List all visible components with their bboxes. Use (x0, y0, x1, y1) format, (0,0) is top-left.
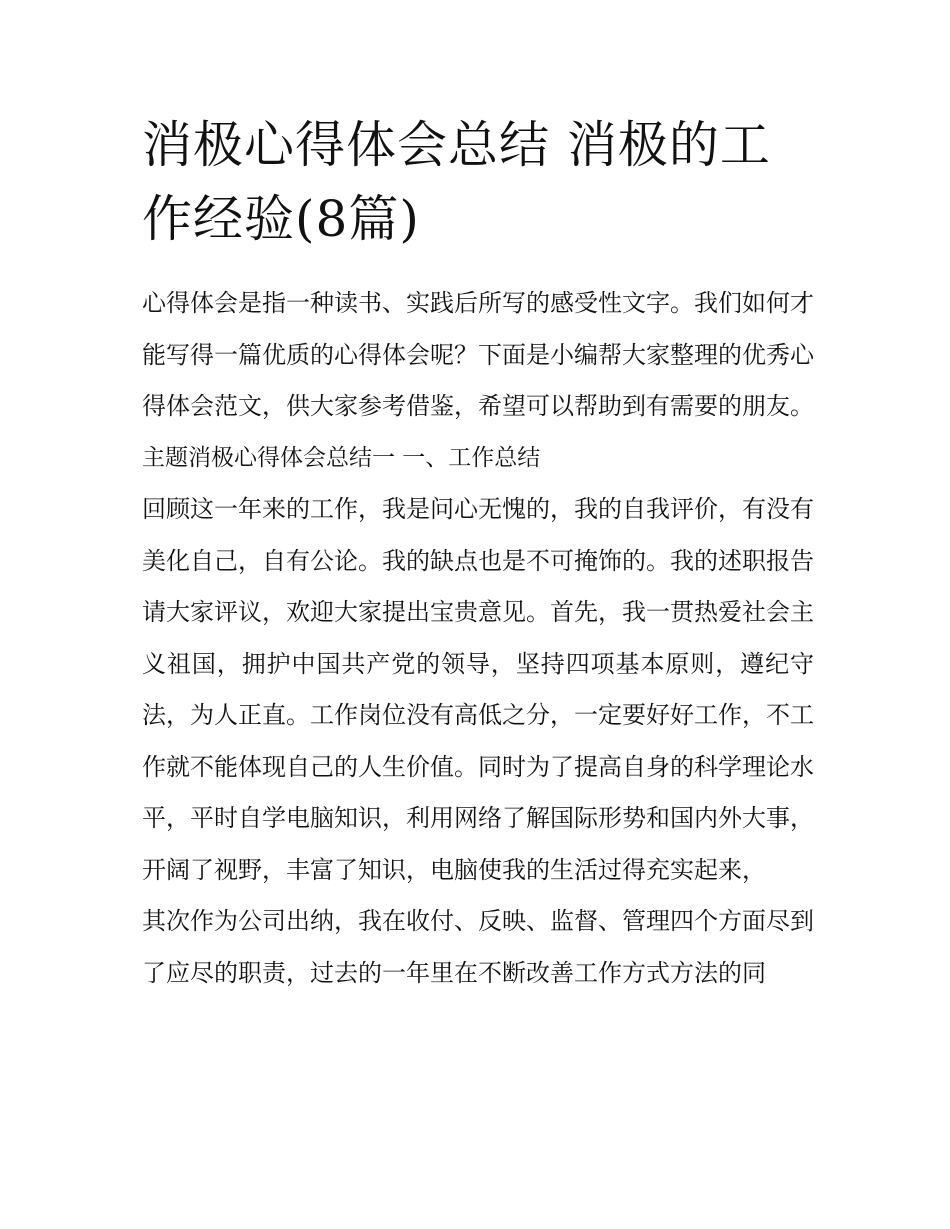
body-paragraph-1: 回顾这一年来的工作，我是问心无愧的，我的自我评价，有没有美化自己，自有公论。我的缺点也是不可掩饰的。我的述职报告请大家评议，欢迎大家提出宝贵意见。首先，我一贯热爱社会主义祖国，拥护中国共产党的领导，坚持四项基本原则，遵纪守法，为人正直。工作岗位没有高低之分，一定要好好工作，不工作就不能体现自己的人生价值。同时为了提高自身的科学理论水平，平时自学电脑知识，利用网络了解国际形势和国内外大事，开阔了视野，丰富了知识，电脑使我的生活过得充实起来， (142, 495, 814, 884)
section-heading: 主题消极心得体会总结一 一、工作总结 (142, 444, 541, 471)
document-title: 消极心得体会总结 消极的工作经验(8篇) (142, 116, 771, 248)
intro-paragraph: 心得体会是指一种读书、实践后所写的感受性文字。我们如何才能写得一篇优质的心得体会呢？下面是小编帮大家整理的优秀心得体会范文，供大家参考借鉴，希望可以帮助到有需要的朋友。 (142, 289, 814, 420)
body-paragraph-2: 其次作为公司出纳，我在收付、反映、监督、管理四个方面尽到了应尽的职责，过去的一年里在不断改善工作方式方法的同 (142, 907, 814, 987)
document-content (142, 108, 814, 999)
